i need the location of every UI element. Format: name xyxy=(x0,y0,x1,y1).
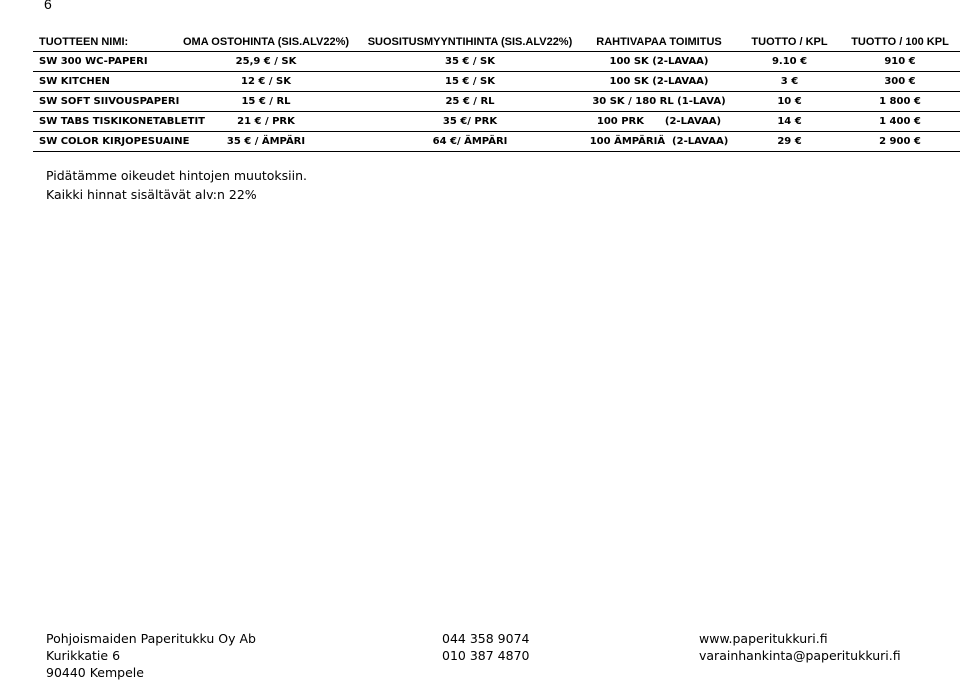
phone-number-2: 010 387 4870 xyxy=(442,648,530,663)
product-name: SW COLOR KIRJOPESUAINE xyxy=(33,132,171,152)
product-name: SW TABS TISKIKONETABLETIT xyxy=(33,112,171,132)
profit-per-unit: 9.10 € xyxy=(739,52,840,72)
recommended-price: 35 €/ PRK xyxy=(361,112,579,132)
free-delivery: 100 SK (2-LAVAA) xyxy=(579,52,739,72)
website-link[interactable]: www.paperitukkuri.fi xyxy=(699,631,828,646)
table-row xyxy=(33,72,960,92)
profit-per-unit: 3 € xyxy=(739,72,840,92)
recommended-price: 25 € / RL xyxy=(361,92,579,112)
profit-per-100: 1 800 € xyxy=(840,92,960,112)
price-change-note: Pidätämme oikeudet hintojen muutoksiin. xyxy=(46,168,308,183)
footer-address xyxy=(46,630,256,681)
own-price: 25,9 € / SK xyxy=(171,52,361,72)
header-profit-per-unit: TUOTTO / KPL xyxy=(739,32,840,52)
profit-per-unit: 14 € xyxy=(739,112,840,132)
product-name: SW SOFT SIIVOUSPAPERI xyxy=(33,92,171,112)
recommended-price: 15 € / SK xyxy=(361,72,579,92)
header-product-name: TUOTTEEN NIMI: xyxy=(33,32,171,52)
header-profit-per-100: TUOTTO / 100 KPL xyxy=(840,32,960,52)
price-table xyxy=(33,32,960,152)
header-recommended-price: SUOSITUSMYYNTIHINTA (SIS.ALV22%) xyxy=(361,32,579,52)
profit-per-unit: 10 € xyxy=(739,92,840,112)
own-price: 15 € / RL xyxy=(171,92,361,112)
postal-address: 90440 Kempele xyxy=(46,665,144,680)
free-delivery: 30 SK / 180 RL (1-LAVA) xyxy=(579,92,739,112)
table-header-row xyxy=(33,32,960,52)
profit-per-100: 300 € xyxy=(840,72,960,92)
profit-per-100: 2 900 € xyxy=(840,132,960,152)
header-free-delivery: RAHTIVAPAA TOIMITUS xyxy=(579,32,739,52)
product-name: SW KITCHEN xyxy=(33,72,171,92)
footer-phones xyxy=(442,630,529,664)
vat-note: Kaikki hinnat sisältävät alv:n 22% xyxy=(46,187,257,202)
profit-per-100: 1 400 € xyxy=(840,112,960,132)
phone-number-1: 044 358 9074 xyxy=(442,631,530,646)
email-link[interactable]: varainhankinta@paperitukkuri.fi xyxy=(699,648,901,663)
free-delivery: 100 ÄMPÄRIÄ (2-LAVAA) xyxy=(579,132,739,152)
table-row xyxy=(33,52,960,72)
recommended-price: 35 € / SK xyxy=(361,52,579,72)
profit-per-unit: 29 € xyxy=(739,132,840,152)
table-row xyxy=(33,112,960,132)
header-own-price: OMA OSTOHINTA (SIS.ALV22%) xyxy=(171,32,361,52)
table-row xyxy=(33,132,960,152)
street-address: Kurikkatie 6 xyxy=(46,648,121,663)
page-number: 6 xyxy=(44,0,52,12)
own-price: 21 € / PRK xyxy=(171,112,361,132)
own-price: 35 € / ÄMPÄRI xyxy=(171,132,361,152)
recommended-price: 64 €/ ÄMPÄRI xyxy=(361,132,579,152)
company-name: Pohjoismaiden Paperitukku Oy Ab xyxy=(46,631,256,646)
free-delivery: 100 SK (2-LAVAA) xyxy=(579,72,739,92)
free-delivery: 100 PRK (2-LAVAA) xyxy=(579,112,739,132)
product-name: SW 300 WC-PAPERI xyxy=(33,52,171,72)
profit-per-100: 910 € xyxy=(840,52,960,72)
table-row xyxy=(33,92,960,112)
own-price: 12 € / SK xyxy=(171,72,361,92)
footer-contact xyxy=(699,630,901,664)
